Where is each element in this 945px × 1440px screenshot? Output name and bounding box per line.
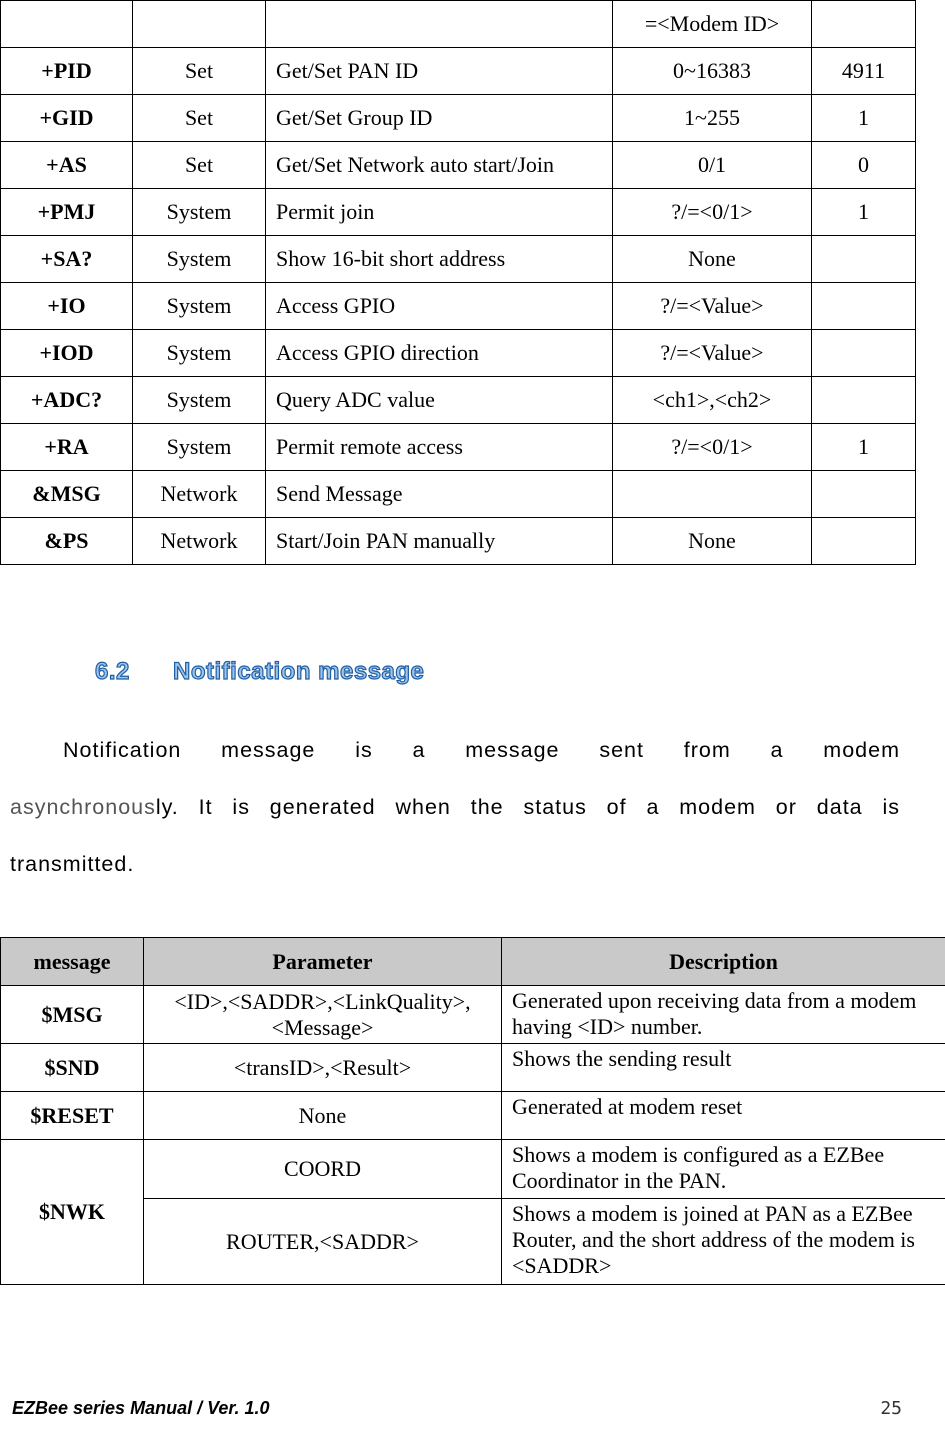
command-name: +PID bbox=[1, 48, 133, 95]
notification-row-snd bbox=[1, 1044, 945, 1092]
msg-name: $MSG bbox=[1, 986, 144, 1044]
notification-row-reset bbox=[1, 1092, 945, 1140]
command-parameter: None bbox=[613, 518, 812, 565]
section-heading bbox=[95, 658, 424, 686]
command-row bbox=[1, 377, 916, 424]
command-type: Network bbox=[133, 471, 266, 518]
command-description: Permit join bbox=[266, 189, 613, 236]
command-type bbox=[133, 1, 266, 48]
msg-param: <ID>,<SADDR>,<LinkQuality>,<Message> bbox=[144, 986, 502, 1044]
command-parameter bbox=[613, 471, 812, 518]
command-row bbox=[1, 142, 916, 189]
command-row bbox=[1, 48, 916, 95]
description-paragraph bbox=[10, 722, 900, 893]
command-row bbox=[1, 518, 916, 565]
command-parameter: None bbox=[613, 236, 812, 283]
header-description: Description bbox=[502, 938, 945, 986]
command-default: 1 bbox=[812, 189, 916, 236]
command-name: +IOD bbox=[1, 330, 133, 377]
nwk-router-desc: Shows a modem is joined at PAN as a EZBee Router, and the short address of the modem is <SADDR> bbox=[502, 1199, 945, 1285]
command-default bbox=[812, 283, 916, 330]
command-type: System bbox=[133, 283, 266, 330]
command-row bbox=[1, 95, 916, 142]
command-parameter: 0~16383 bbox=[613, 48, 812, 95]
command-name: +AS bbox=[1, 142, 133, 189]
command-description: Query ADC value bbox=[266, 377, 613, 424]
command-default bbox=[812, 236, 916, 283]
header-message: message bbox=[1, 938, 144, 986]
command-default bbox=[812, 518, 916, 565]
command-description: Access GPIO direction bbox=[266, 330, 613, 377]
command-description: Send Message bbox=[266, 471, 613, 518]
command-type: Set bbox=[133, 142, 266, 189]
nwk-router-param: ROUTER,<SADDR> bbox=[144, 1199, 502, 1285]
command-row bbox=[1, 1, 916, 48]
nwk-name: $NWK bbox=[1, 1140, 144, 1285]
command-type: System bbox=[133, 424, 266, 471]
command-name: &PS bbox=[1, 518, 133, 565]
command-name: +IO bbox=[1, 283, 133, 330]
section-number: 6.2 bbox=[95, 658, 130, 685]
command-description: Permit remote access bbox=[266, 424, 613, 471]
command-name: +ADC? bbox=[1, 377, 133, 424]
command-description: Start/Join PAN manually bbox=[266, 518, 613, 565]
paragraph-line-2-rest: ly. It is generated when the status of a modem or data is bbox=[155, 795, 900, 819]
command-default bbox=[812, 1, 916, 48]
command-parameter: =<Modem ID> bbox=[613, 1, 812, 48]
command-default: 4911 bbox=[812, 48, 916, 95]
command-description bbox=[266, 1, 613, 48]
command-row bbox=[1, 424, 916, 471]
snd-desc: Shows the sending result bbox=[502, 1044, 945, 1092]
paragraph-line-3: transmitted. bbox=[10, 852, 135, 876]
command-row bbox=[1, 189, 916, 236]
paragraph-word-asynchronous: asynchronous bbox=[10, 795, 156, 819]
reset-name: $RESET bbox=[1, 1092, 144, 1140]
command-default bbox=[812, 471, 916, 518]
command-name: +SA? bbox=[1, 236, 133, 283]
command-parameter: ?/=<Value> bbox=[613, 330, 812, 377]
command-row bbox=[1, 471, 916, 518]
command-row bbox=[1, 330, 916, 377]
msg-desc: Generated upon receiving data from a modem having <ID> number. bbox=[502, 986, 945, 1044]
command-name: &MSG bbox=[1, 471, 133, 518]
command-parameter: 0/1 bbox=[613, 142, 812, 189]
nwk-coord-desc: Shows a modem is configured as a EZBee Coordinator in the PAN. bbox=[502, 1140, 945, 1199]
command-default: 0 bbox=[812, 142, 916, 189]
paragraph-line-2 bbox=[10, 779, 900, 836]
command-parameter: ?/=<Value> bbox=[613, 283, 812, 330]
command-description: Get/Set Group ID bbox=[266, 95, 613, 142]
reset-desc: Generated at modem reset bbox=[502, 1092, 945, 1140]
command-name bbox=[1, 1, 133, 48]
command-name: +PMJ bbox=[1, 189, 133, 236]
command-type: Set bbox=[133, 95, 266, 142]
notification-table bbox=[0, 937, 945, 1285]
header-parameter: Parameter bbox=[144, 938, 502, 986]
command-parameter: ?/=<0/1> bbox=[613, 189, 812, 236]
command-name: +RA bbox=[1, 424, 133, 471]
paragraph-line-1: Notification message is a message sent from a modem bbox=[63, 738, 900, 762]
command-description: Show 16-bit short address bbox=[266, 236, 613, 283]
command-description: Get/Set Network auto start/Join bbox=[266, 142, 613, 189]
command-row bbox=[1, 283, 916, 330]
command-table bbox=[0, 0, 916, 565]
command-table-body bbox=[1, 1, 916, 565]
command-default: 1 bbox=[812, 424, 916, 471]
notification-row-msg bbox=[1, 986, 945, 1044]
snd-param: <transID>,<Result> bbox=[144, 1044, 502, 1092]
snd-name: $SND bbox=[1, 1044, 144, 1092]
footer-manual-title: EZBee series Manual / Ver. 1.0 bbox=[12, 1398, 270, 1418]
command-default bbox=[812, 377, 916, 424]
notification-row-nwk-coord bbox=[1, 1140, 945, 1199]
command-parameter: ?/=<0/1> bbox=[613, 424, 812, 471]
command-type: System bbox=[133, 377, 266, 424]
command-default: 1 bbox=[812, 95, 916, 142]
command-description: Access GPIO bbox=[266, 283, 613, 330]
command-type: System bbox=[133, 189, 266, 236]
command-type: Network bbox=[133, 518, 266, 565]
command-default bbox=[812, 330, 916, 377]
command-type: System bbox=[133, 236, 266, 283]
reset-param: None bbox=[144, 1092, 502, 1140]
command-parameter: 1~255 bbox=[613, 95, 812, 142]
nwk-coord-param: COORD bbox=[144, 1140, 502, 1199]
section-title: Notification message bbox=[173, 658, 425, 685]
footer-page-number: 25 bbox=[880, 1398, 902, 1419]
notification-header-row bbox=[1, 938, 945, 986]
command-row bbox=[1, 236, 916, 283]
command-type: Set bbox=[133, 48, 266, 95]
command-type: System bbox=[133, 330, 266, 377]
command-parameter: <ch1>,<ch2> bbox=[613, 377, 812, 424]
command-name: +GID bbox=[1, 95, 133, 142]
command-description: Get/Set PAN ID bbox=[266, 48, 613, 95]
